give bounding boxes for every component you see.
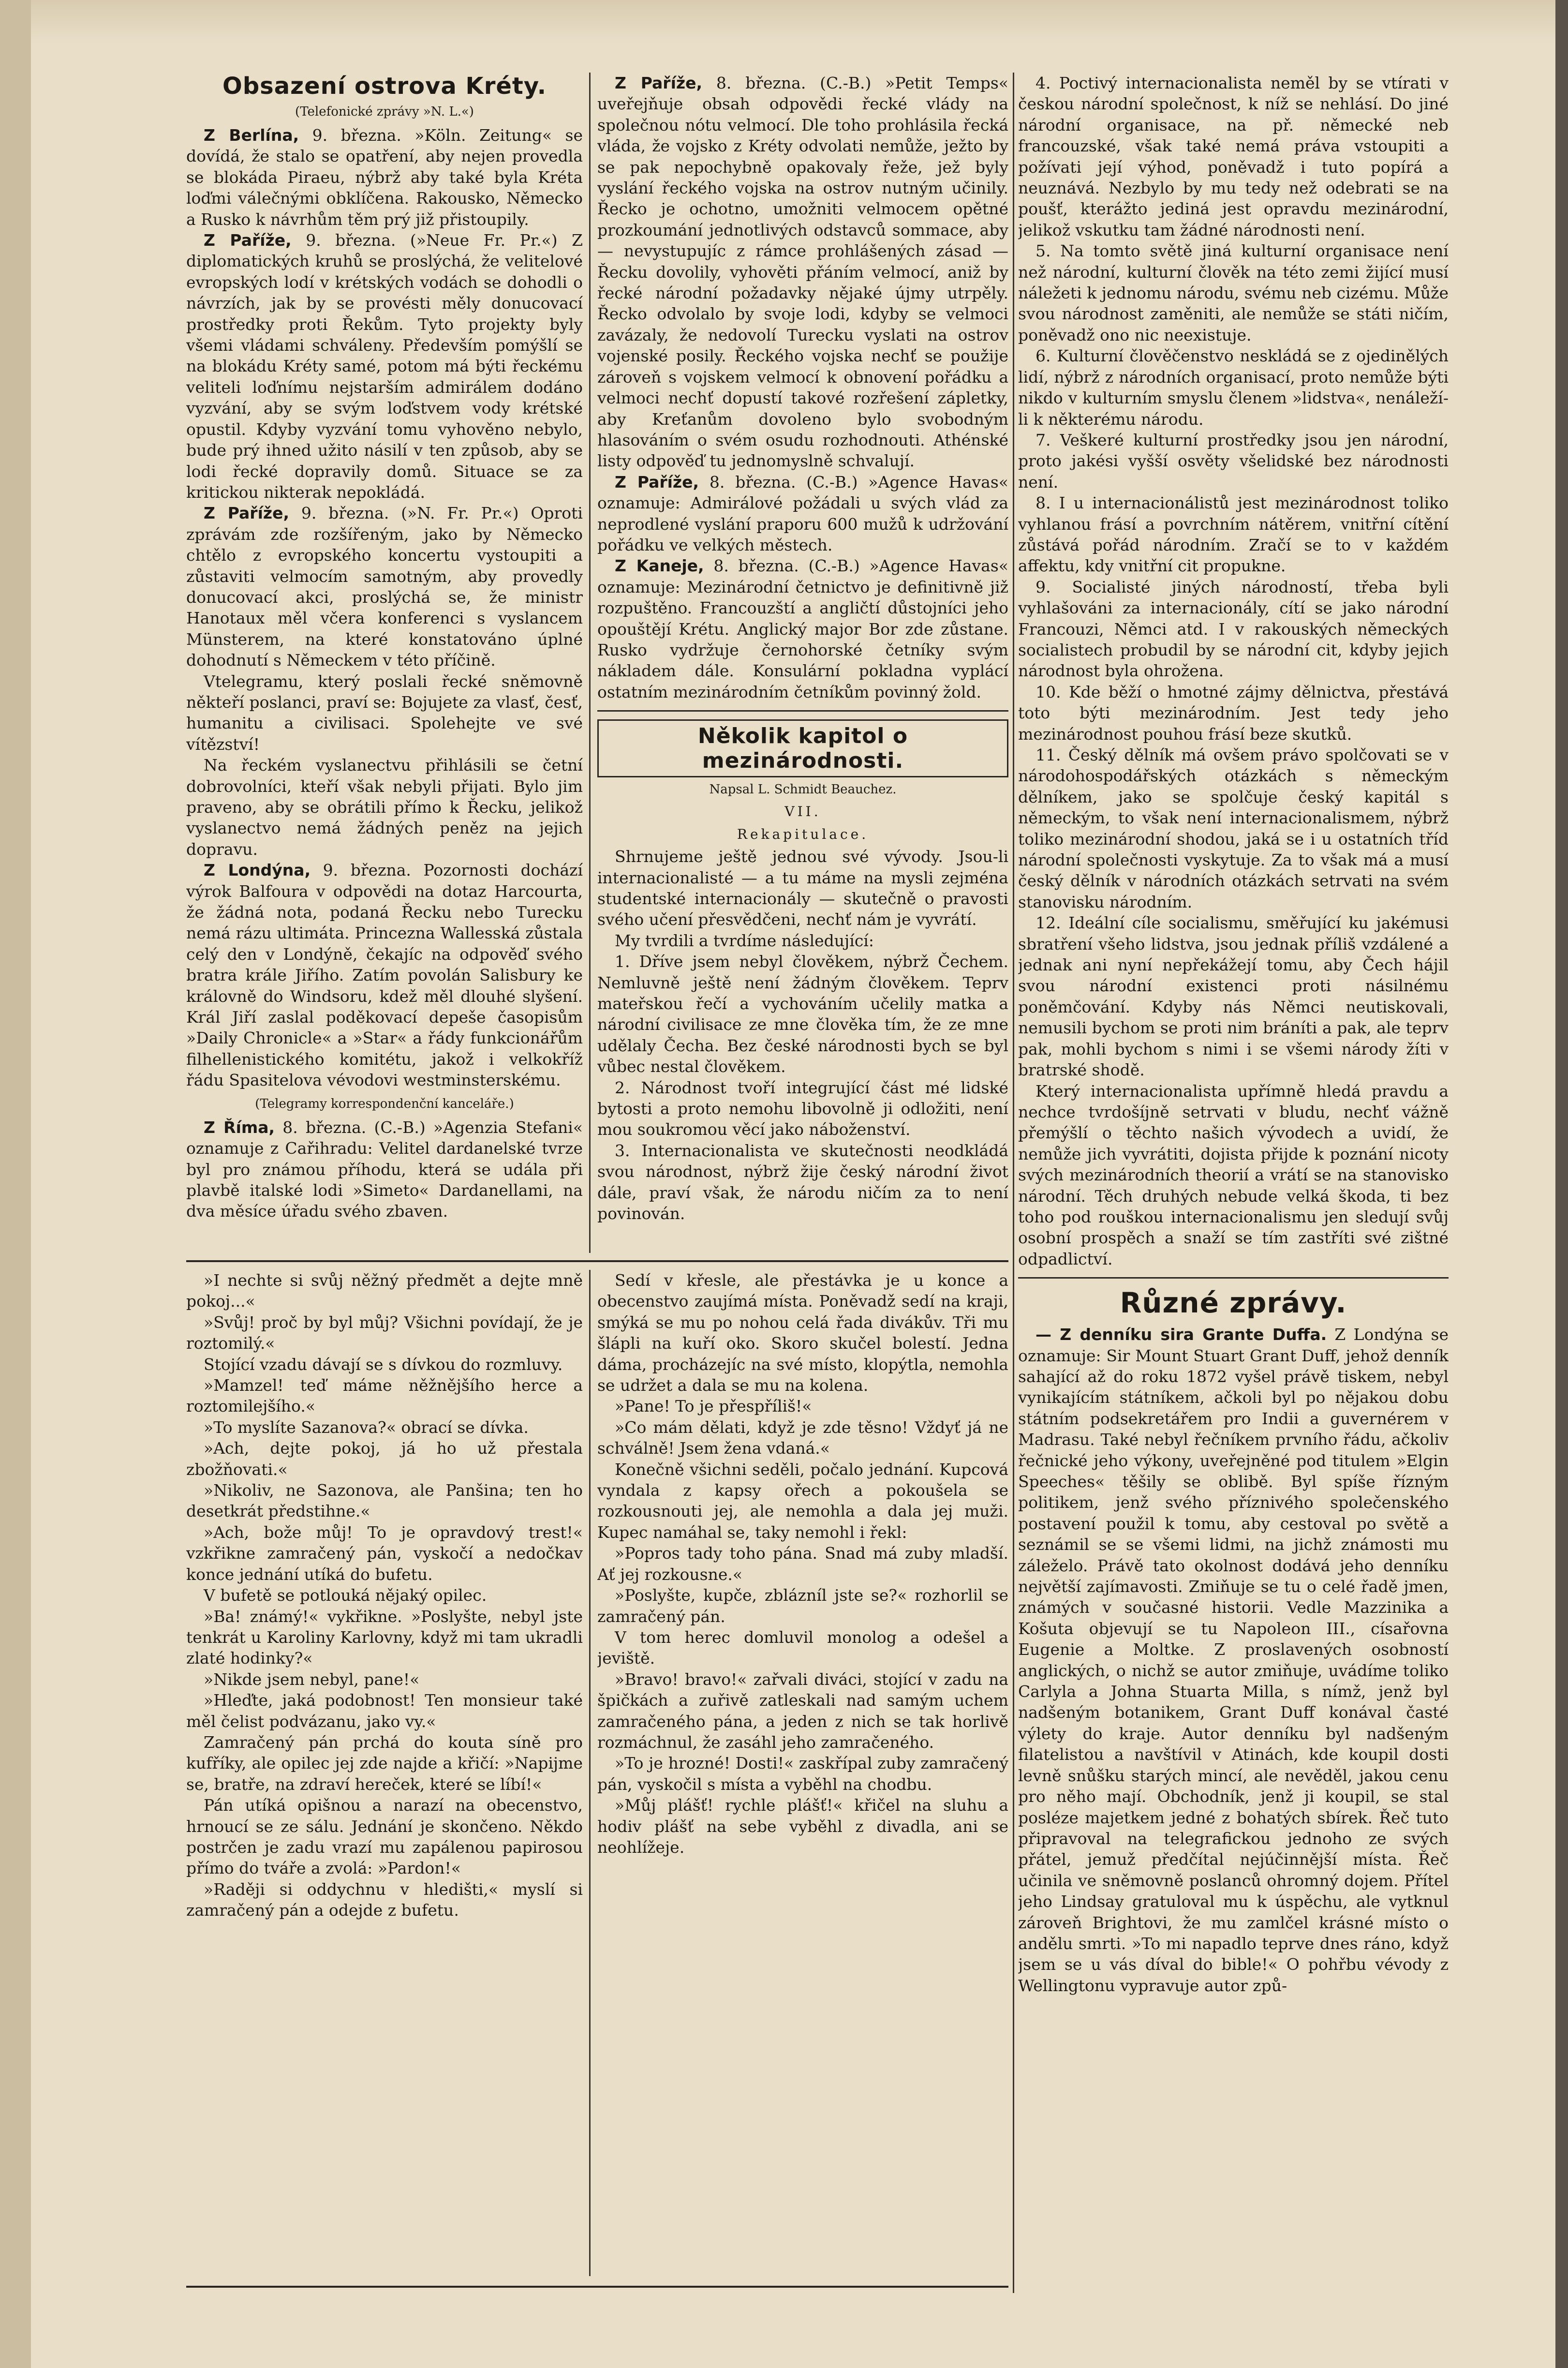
article-paragraph: 3. Internacionalista ve skutečnosti neodkládá svou národnost, nýbrž žije český národní život dále, praví však, že národu ničím za to není povinován. (597, 1141, 1008, 1223)
feuilleton-column-2 (597, 1270, 1008, 2276)
article-title: Několik kapitol o mezinárodnosti. (597, 719, 1008, 777)
news-paragraph: — Z denníku sira Grante Duffa. Z Londýna se oznamuje: Sir Mount Stuart Grant Duff, jehož denník sahající až do roku 1872 vyšel právě tiskem, nebyl vynikajícím státníkem, ačkoli byl po nějakou dobu státním podsekretářem pro Indii a guvernérem v Madrasu. Také nebyl řečníkem prvního řádu, ačkoliv řečnické jeho výkony, uveřejněné pod titulem »Elgin Speeches« těšily se oblibě. Byl spíše řízným politikem, jenž svého příznivého společenského postavení použil k tomu, aby cestoval po světě a seznámil se se všemi lidmi, na jichž známosti mu záleželo. Právě tato okolnost dodává jeho denníku největší zajímavosti. Zmiňuje se tu o celé řadě jmen, známých v současné historii. Vedle Mazzinika a Košuta objevují se tu Napoleon III., císařovna Eugenie a Moltke. Z proslavených osobností anglických, o nichž se autor zmiňuje, uvádíme toliko Carlyla a Johna Stuarta Milla, s nímž, jenž byl nadšeným botanikem, Grant Duff konával časté výlety do kraje. Autor denníku byl nadšeným filatelistou a navštívil v Atinách, kde koupil dosti levně snůšku starých mincí, ale nevěděl, jakou cenu pro něho mají. Obchodník, jenž ji koupil, se stal posléze majetkem jedné z bohatých sbírek. Řeč tuto připravoval na telegrafickou jednoho ze svých přátel, jemuž předčítal nejúčinnější místa. Řeč učinila ve sněmovně poslanců ohromný dojem. Přítel jeho Lindsay gratuloval mu k úspěchu, ale vytknul zároveň Brightovi, že mu zamlčel krásné místo o andělu smrti. »To mi napadlo teprve dnes ráno, když jsem se u vás díval do bible!« O pohřbu vévody z Wellingtonu vypravuje autor způ- (1018, 1325, 1449, 1995)
article-paragraph: 12. Ideální cíle socialismu, směřující ku jakémusi sbratření všeho lidstva, jsou jednak příliš vzdálené a jednak ani nyní nepřekážejí tomu, aby Čech hájil svou národní existenci proti násilnému poněmčování. Kdyby nás Němci neutiskovali, nemusili bychom se proti nim bráníti a pak, ale teprv pak, mohli bychom s nimi i se všemi národy žíti v bratrské shodě. (1018, 913, 1449, 1080)
feuilleton-paragraph: Sedí v křesle, ale přestávka je u konce a obecenstvo zaujímá místa. Poněvadž sedí na kraji, smýká se mu po nohou celá řada divákův. Tři mu šlápli na kuří oko. Skoro skučel bolestí. Jedna dáma, procházejíc na své místo, klopýtla, nemohla se udržet a dala se mu na kolena. (597, 1271, 1008, 1395)
feuilleton-paragraph: Pán utíká opišnou a narazí na obecenstvo, hrnoucí se ze sálu. Jednání je skončeno. Někdo postrčen je zadu vrazí mu zapálenou papirosou přímo do tváře a zvolá: »Pardon!« (186, 1796, 583, 1878)
feuilleton-paragraph: V tom herec domluvil monolog a odešel a jeviště. (597, 1627, 1008, 1668)
article-title: Obsazení ostrova Kréty. (222, 73, 547, 100)
feuilleton-paragraph: »Ach, dejte pokoj, já ho už přestala zbožňovati.« (186, 1439, 583, 1479)
news-paragraph: Z Kaneje, 8. března. (C.-B.) »Agence Havas« oznamuje: Mezinárodní četnictvo je definitivně již rozpuštěno. Francouzští a angličtí důstojníci jeho opouštějí Krétu. Anglický major Bor zde zůstane. Rusko vydržuje černohorské četníky svým nákladem dále. Konsulární pokladna vyplácí ostatním mezinárodním četníkům povinný žold. (597, 556, 1008, 701)
article-paragraph: 2. Národnost tvoří integrující část mé lidské bytosti a proto nemohu libovolně ji odložiti, není mou soukromou věcí jako náboženství. (597, 1078, 1008, 1139)
article-paragraph: 1. Dříve jsem nebyl člověkem, nýbrž Čechem. Nemluvně ještě není žádným člověkem. Teprv mateřskou řečí a vychováním učelily matka a národní civilisace ze mne člověka tím, že ze mne udělaly Čecha. Bez české národnosti bych se byl vůbec nestal člověkem. (597, 952, 1008, 1076)
article-byline: Napsal L. Schmidt Beauchez. (709, 782, 897, 797)
column-divider (589, 73, 591, 1253)
article-paragraph: My tvrdili a tvrdíme následující: (615, 931, 874, 950)
feuilleton-paragraph: »Svůj! proč by byl můj? Všichni povídají, že je roztomilý.« (186, 1312, 583, 1353)
feuilleton-paragraph: »Raději si oddychnu v hledišti,« myslí si zamračený pán a odejde z bufetu. (186, 1879, 583, 1920)
column-2 (597, 73, 1008, 1224)
news-paragraph: Z Paříže, 9. března. (»N. Fr. Pr.«) Oproti zprávám zde rozšířeným, jako by Německo chtělo z evropského koncertu vystoupiti a zůstaviti velmocím samotným, aby provedly donucovací akci, proslýchá se, že ministr Hanotaux měl včera konferenci s vyslancem Münsterem, na které konstatováno úplné dohodnutí s Německem v této příčině. (186, 504, 583, 670)
feuilleton-column-1 (186, 1270, 583, 2276)
page-top-edge (0, 0, 1568, 44)
news-paragraph: Z Paříže, 9. března. (»Neue Fr. Pr.«) Z diplomatických kruhů se proslýchá, že velitelové evropských lodí v krétských vodách se dohodli o návrzích, jak by se provésti měly donucovací prostředky proti Řekům. Tyto projekty byly všemi vládami schváleny. Především pomýšlí se na blokádu Kréty samé, potom má býti řeckému veliteli loďnímu nejstarším admirálem dodáno vyzvání, aby se svým loďstvem vody krétské opustil. Kdyby vyzvání tomu vyhověno nebylo, bude prý ihned užito násilí v ten způsob, aby se lodi řecké dopravily domů. Situace se za kritickou nikterak nepokládá. (186, 231, 583, 502)
article-paragraph: 6. Kulturní člověčenstvo neskládá se z ojedinělých lidí, nýbrž z národních organisací, proto nemůže býti nikdo v kulturním smyslu členem »lidstva«, nenáleží-li k některému národu. (1018, 346, 1449, 429)
feuilleton-paragraph: »Ba! známý!« vykřikne. »Poslyšte, nebyl jste tenkrát u Karoliny Karlovny, když mi tam ukradli zlaté hodinky?« (186, 1607, 583, 1668)
article-paragraph: Který internacionalista upřímně hledá pravdu a nechce tvrdošíjně setrvati v bludu, nechť vážně přemýšlí o těchto našich vývodech a uvidí, že nemůže jich vyvrátiti, dojista přijde k poznání nicoty svých mezinárodních theorií a vrátí se na stanovisko národní. Těch druhých nebude velká škoda, ti bez toho pod rouškou internacionalismu jen sledují svůj osobní prospěch a snaží se tím zastříti své zištné odpadlictví. (1018, 1081, 1449, 1268)
feuilleton-paragraph: »Mamzel! teď máme něžnějšího herce a roztomilejšího.« (186, 1376, 583, 1416)
feuilleton-paragraph: »Popros tady toho pána. Snad má zuby mladší. Ať jej rozkousne.« (597, 1544, 1008, 1584)
column-1 (186, 73, 583, 1222)
news-paragraph: Z Londýna, 9. března. Pozornosti dochází výrok Balfoura v odpovědi na dotaz Harcourta, že žádná nota, podaná Řecku nebo Turecku nemá rázu ultimáta. Princezna Wallesská zůstala celý den v Londýně, čekajíc na odpověď svého bratra krále Jiřího. Zatím povolán Salisbury ke královně do Windsoru, kdež měl dlouhé slyšení. Král Jiří zaslal poděkovací depeše časopisům »Daily Chronicle« a »Star« a řády funkcionářům filhellenistického komitétu, jakož i velkokříž řádu Spasitelova vévodovi westminsterskému. (186, 861, 583, 1090)
feuilleton-paragraph: »To je hrozné! Dosti!« zaskřípal zuby zamračený pán, vyskočil s místa a vyběhl na chodbu. (597, 1754, 1008, 1794)
feuilleton-divider (186, 1260, 1008, 1262)
bottom-divider (186, 2286, 1008, 2288)
column-divider (589, 1270, 591, 2276)
article-paragraph: 9. Socialisté jiných národností, třeba byli vyhlašováni za internacionály, cítí se jako národní Francouzi, Němci atd. I v rakouských německých socialistech probudil by se národní cit, kdyby jejich národnost byla ohrožena. (1018, 577, 1449, 681)
feuilleton-paragraph: »I nechte si svůj něžný předmět a dejte mně pokoj...« (186, 1271, 583, 1311)
chapter-number: VII. (784, 804, 821, 820)
article-divider (1018, 1277, 1449, 1279)
news-paragraph: Z Berlína, 9. března. »Köln. Zeitung« se dovídá, že stalo se opatření, aby nejen provedla se blokáda Piraeu, nýbrž aby také byla Kréta loďmi válečnými obklíčena. Rakousko, Německo a Rusko k návrhům těm prý již přistoupily. (186, 126, 583, 229)
page-left-margin (0, 0, 31, 2368)
column-3 (1018, 73, 1449, 2279)
section-title: Různé zprávy. (1120, 1286, 1347, 1320)
article-paragraph: 5. Na tomto světě jiná kulturní organisace není než národní, kulturní člověk na této zemi žijící musí náležeti k jednomu národu, svému neb cizému. Může svou národnost zaměniti, ale nemůže se státi ničím, poněvadž ono nic neexistuje. (1018, 241, 1449, 344)
article-paragraph: Shrnujeme ještě jednou své vývody. Jsou-li internacionalisté — a tu máme na mysli zejména studentské internacionály — skutečně o pravosti svého učení přesvědčeni, nechť nám je vyvrátí. (597, 847, 1008, 929)
feuilleton-paragraph: »Můj plášť! rychle plášť!« křičel na sluhu a hodiv plášť na sebe vyběhl z divadla, ani se neohlížeje. (597, 1796, 1008, 1857)
article-paragraph: 4. Poctivý internacionalista neměl by se vtírati v českou národní společnost, k níž se nehlásí. Do jiné národní organisace, na př. německé neb francouzské, však také nemá práva vstoupiti a požívati její výhod, poněvadž i tuto popírá a neuznává. Nezbylo by mu tedy než odebrati se na poušť, kterážto jediná jest opravdu mezinárodní, jelikož vskutku tam žádné národnosti není. (1018, 74, 1449, 239)
news-paragraph: Z Říma, 8. března. (C.-B.) »Agenzia Stefani« oznamuje z Cařihradu: Velitel dardanelské tvrze byl pro známou příhodu, která se udála při plavbě italské lodi »Simeto« Dardanellami, na dva měsíce úřadu svého zbaven. (186, 1117, 583, 1221)
feuilleton-paragraph: »Ach, bože můj! To je opravdový trest!« vzkřikne zamračený pán, vyskočí a nedočkav konce jednání utíká do bufetu. (186, 1522, 583, 1584)
article-paragraph: 10. Kde běží o hmotné zájmy dělnictva, přestává toto býti mezinárodním. Jest tedy jeho mezinárodnost pouhou frásí beze skutků. (1018, 682, 1449, 744)
feuilleton-paragraph: »Poslyšte, kupče, zblázníl jste se?« rozhorlil se zamračený pán. (597, 1586, 1008, 1626)
news-paragraph: Vtelegramu, který poslali řecké sněmovně někteří poslanci, praví se: Bojujete za vlasť, česť, humanitu a civilisaci. Spolehejte ve své vítězství! (186, 671, 583, 754)
article-source: (Telefonické zprávy »N. L.«) (295, 104, 474, 119)
news-paragraph: Z Paříže, 8. března. (C.-B.) »Petit Temps« uveřejňuje obsah odpovědi řecké vlády na společnou nótu velmocí. Dle toho prohlásila řecká vláda, že vojsko z Kréty odvolati nemůže, ježto by se pak nepochybně opakovaly řeže, jež byly vyslání řeckého vojska na ostrov nutným učinily. Řecko je ochotno, umožniti velmocem opětné prozkoumání jednotlivých odstavců sommace, aby — nevystupujíc z rámce prohlášených zásad — Řecku dovolily, vyhověti přáním velmocí, aniž by řecké národní požadavky nějaké újmy utrpěly. Řecko odvolalo by svoje lodi, kdyby se velmoci zavázaly, že nedovolí Turecku vyslati na ostrov vojenské posily. Řeckého vojska nechť se použije zároveň s vojskem velmocí k obnovení pořádku a velmoci nechť dopustí takové rozřešení zápletky, aby Kreťanům dovoleno bylo svobodným hlasováním o svém osudu rozhodnouti. Athénské listy odpověď tu jednomyslně schvalují. (597, 74, 1008, 471)
feuilleton-paragraph: »Nikde jsem nebyl, pane!« (204, 1669, 420, 1689)
feuilleton-paragraph: »To myslíte Sazanova?« obrací se dívka. (204, 1417, 529, 1437)
article-paragraph: 8. I u internacionálistů jest mezinárodnost toliko vyhlanou frásí a povrchním nátěrem, vnitřní cítění zůstává pořád národním. Zračí se to v každém affektu, kdy vnitřní cit propukne. (1018, 493, 1449, 576)
telegram-source: (Telegramy korrespondenční kanceláře.) (255, 1096, 514, 1111)
feuilleton-paragraph: V bufetě se potlouká nějaký opilec. (204, 1586, 487, 1605)
column-divider (1013, 73, 1014, 2293)
feuilleton-paragraph: Stojící vzadu dávají se s dívkou do rozmluvy. (204, 1355, 563, 1374)
feuilleton-paragraph: Konečně všichni seděli, počalo jednání. Kupcová vyndala z kapsy ořech a pokoušela se rozkousnouti jej, ale nemohla a dala jej muži. Kupec namáhal se, taky nemohl i řekl: (597, 1460, 1008, 1542)
feuilleton-paragraph: »Co mám dělati, když je zde těsno! Vždyť já ne schválně! Jsem žena vdaná.« (597, 1417, 1008, 1458)
page-right-edge (1555, 0, 1568, 2368)
feuilleton-paragraph: »Pane! To je přespříliš!« (615, 1397, 812, 1416)
news-paragraph: Na řeckém vyslanectvu přihlásili se četní dobrovolníci, kteří však nebyli přijati. Bylo jim praveno, aby se obrátili přímo k Řecku, jelikož vyslanectvo nemá žádných peněz na jejich dopravu. (186, 756, 583, 859)
chapter-title: Rekapitulace. (737, 826, 869, 843)
news-paragraph: Z Paříže, 8. března. (C.-B.) »Agence Havas« oznamuje: Admirálové požádali u svých vlád za neprodlené vyslání praporu 600 mužů k udržování pořádku ve velkých městech. (597, 472, 1008, 554)
feuilleton-paragraph: »Nikoliv, ne Sazonova, ale Panšina; ten ho desetkrát předstihne.« (186, 1481, 583, 1521)
article-divider (597, 710, 1008, 712)
feuilleton-paragraph: »Bravo! bravo!« zařvali diváci, stojící v zadu na špičkách a zuřivě zatleskali nad samým uchem zamračeného pána, a jeden z nich se tak horlivě rozmáchnul, že zasáhl jeho zamračeného. (597, 1669, 1008, 1752)
feuilleton-paragraph: Zamračený pán prchá do kouta síně pro kufříky, ale opilec jej zde najde a křičí: »Napijme se, bratře, na zdraví hereček, které se líbí!« (186, 1732, 583, 1794)
article-paragraph: 7. Veškeré kulturní prostředky jsou jen národní, proto jakési vyšší osvěty všelidské bez národnosti není. (1018, 430, 1449, 491)
article-paragraph: 11. Český dělník má ovšem právo spolčovati se v národohospodářských otázkách s německým dělníkem, jako se spolčuje český kapitál s německým, to však není internacionalismem, nýbrž toliko mezinárodní shodou, jaká se i u ostatních tříd národní společnosti vyskytuje. Za to však má a musí český dělník v národních otázkách setrvati na svém stanovisku národním. (1018, 745, 1449, 911)
feuilleton-paragraph: »Hleďte, jaká podobnost! Ten monsieur také měl čelist podvázanu, jako vy.« (186, 1691, 583, 1731)
